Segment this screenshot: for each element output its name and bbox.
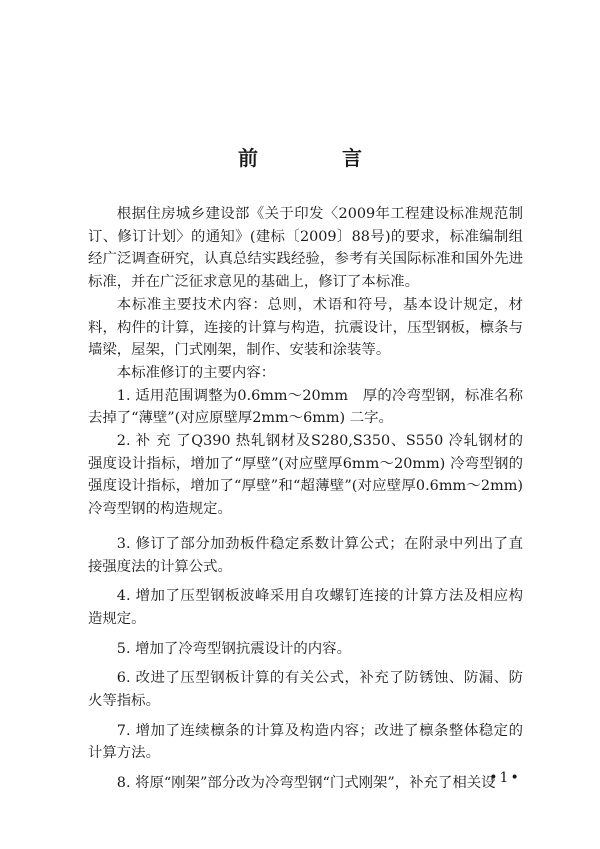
paragraph-item-5: 5. 增加了冷弯型钢抗震设计的内容。: [116, 640, 351, 657]
paragraph-intro: 根据住房城乡建设部《关于印发〈2009年工程建设标准规范制订、修订计划〉的通知》(建标〔2009〕88号)的要求，标准编制组经广泛调查研究，认真总结实践经验，参考有关国际标准和国外先进标准，并在广泛征求意见的基础上，修订了本标准。: [88, 206, 523, 291]
paragraph-main-content: 本标准主要技术内容：总则，术语和符号，基本设计规定，材料，构件的计算，连接的计算与构造，抗震设计，压型钢板，檩条与墙梁，屋架，门式刚架，制作、安装和涂装等。: [88, 296, 523, 359]
document-body: [88, 203, 523, 795]
paragraph-item-4: 4. 增加了压型钢板波峰采用自攻螺钉连接的计算方法及相应构造规定。: [88, 588, 523, 627]
page-title: 前 言: [238, 146, 394, 171]
paragraph-revision-heading: 本标准修订的主要内容：: [116, 364, 276, 381]
paragraph-item-3: 3. 修订了部分加劲板件稳定系数计算公式；在附录中列出了直接强度法的计算公式。: [88, 535, 523, 575]
paragraph-item-7: 7. 增加了连续檩条的计算及构造内容；改进了檩条整体稳定的计算方法。: [88, 722, 523, 762]
paragraph-item-8: 8. 将原“刚架”部分改为冷弯型钢“门式刚架”，补充了相关设: [116, 775, 496, 792]
paragraph-item-1: 1. 适用范围调整为0.6mm～20mm 厚的冷弯型钢，标准名称去掉了“薄壁”(对应原壁厚2mm～6mm) 二字。: [88, 387, 523, 427]
page-number: •1•: [489, 770, 521, 786]
paragraph-item-6: 6. 改进了压型钢板计算的有关公式，补充了防锈蚀、防漏、防火等指标。: [88, 670, 523, 710]
paragraph-item-2: 2. 补 充 了Q390 热轧钢材及S280,S350、S550 冷轧钢材的强度设计指标，增加了“厚壁”(对应壁厚6mm～20mm) 冷弯型钢的强度设计指标，增加了“厚壁”和“超薄壁”(对应壁厚0.6mm～2mm) 冷弯型钢的构造规定。: [88, 433, 523, 518]
